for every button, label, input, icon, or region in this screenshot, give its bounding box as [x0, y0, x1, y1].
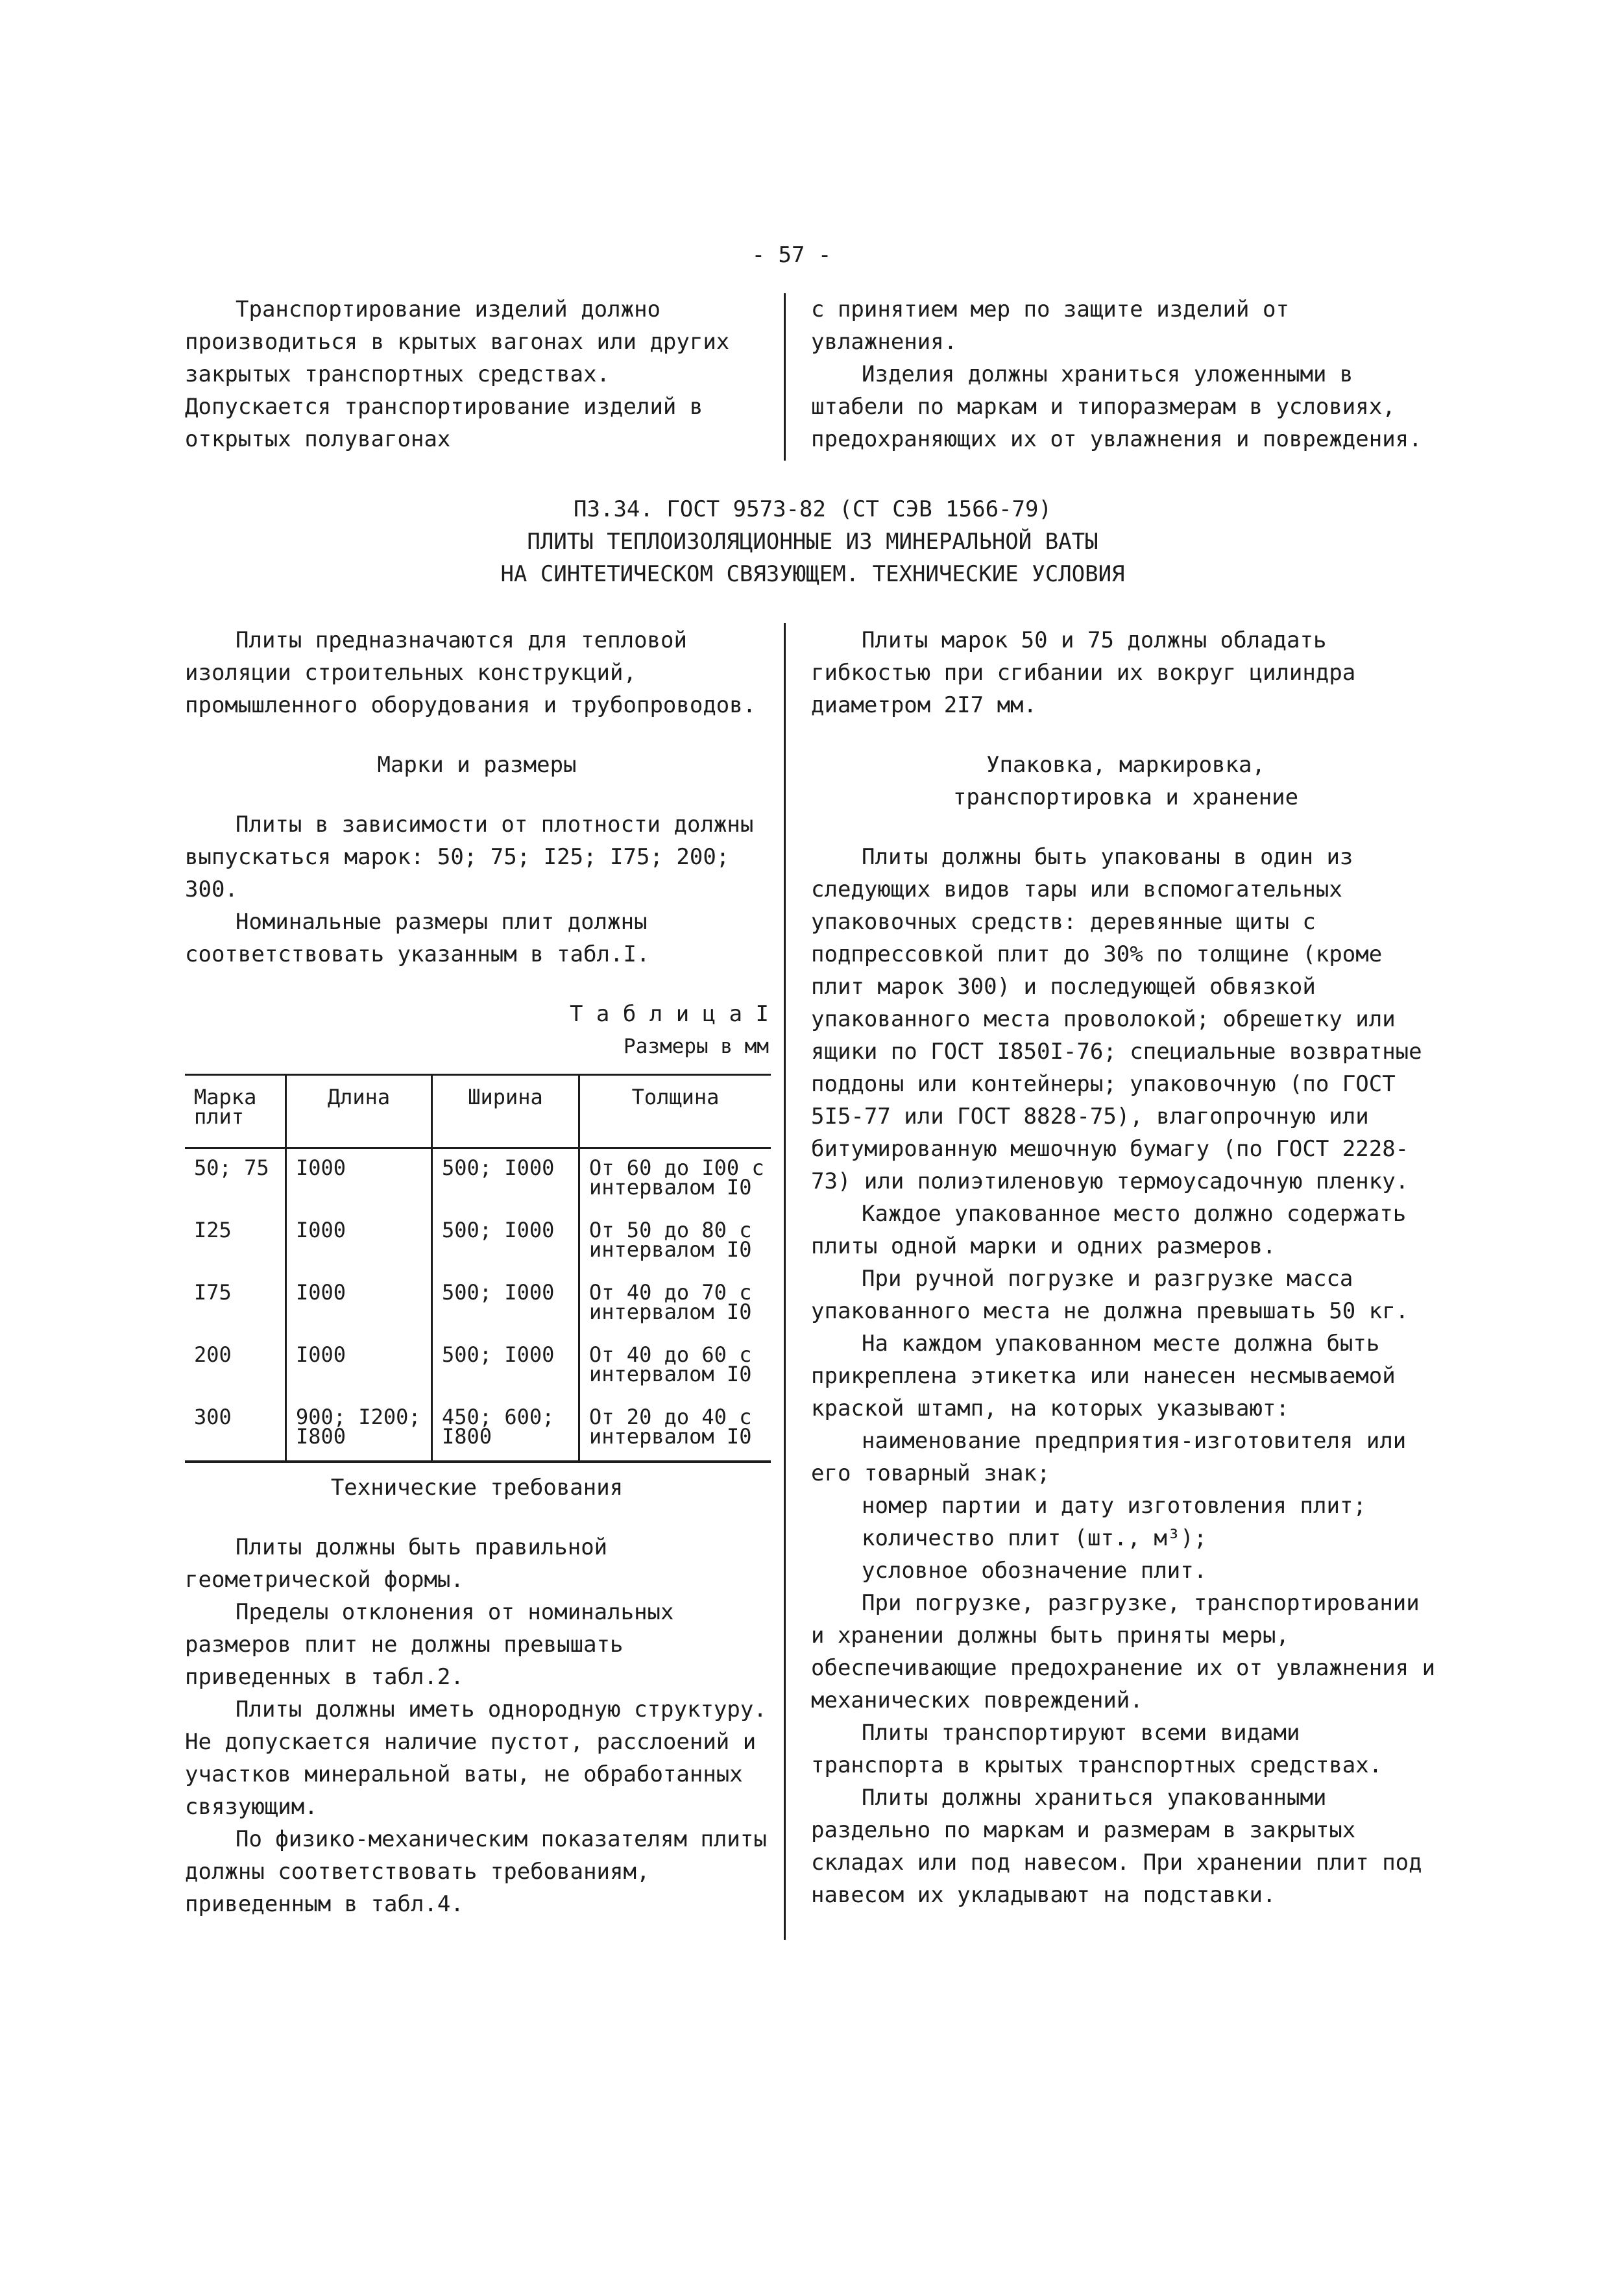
top-left-paragraph: Транспортирование изделий должно производиться в крытых вагонах или других закрытых транспортных средствах. Допускается транспортирование изделий в открытых полувагонах: [185, 296, 730, 452]
cell-width: 500; I000: [432, 1211, 579, 1274]
tech-paragraph-4: По физико-механическим показателям плиты должны соответствовать требованиям, приведенным в табл.4.: [185, 1826, 767, 1917]
cell-width: 500; I000: [432, 1336, 579, 1398]
table-caption: Т а б л и ц а I: [569, 1001, 769, 1027]
table-row: [185, 1398, 771, 1462]
packaging-heading-line-2: транспортировка и хранение: [952, 784, 1299, 810]
left-column: [185, 624, 769, 971]
title-line-2: ПЛИТЫ ТЕПЛОИЗОЛЯЦИОННЫЕ ИЗ МИНЕРАЛЬНОЙ ВАТЫ: [527, 529, 1098, 555]
page-number: - 57 -: [751, 242, 832, 268]
header-mark: Марка плит: [185, 1075, 286, 1148]
table-units: Размеры в мм: [624, 1035, 769, 1058]
cell-length: I000: [286, 1336, 432, 1398]
cell-width: 500; I000: [432, 1274, 579, 1336]
title-line-3: НА СИНТЕТИЧЕСКОМ СВЯЗУЮЩЕМ. ТЕХНИЧЕСКИЕ УСЛОВИЯ: [500, 561, 1125, 587]
section-title: [185, 493, 1440, 590]
label-item-1: наименование предприятия-изготовителя или его товарный знак;: [811, 1428, 1407, 1486]
sizes-table: [185, 1074, 771, 1463]
cell-width: 500; I000: [432, 1148, 579, 1212]
cell-thickness: От 20 до 40 с интервалом I0: [579, 1398, 771, 1462]
cell-thickness: От 40 до 60 с интервалом I0: [579, 1336, 771, 1398]
top-right-column: [811, 293, 1440, 455]
cell-length: 900; I200; I800: [286, 1398, 432, 1462]
top-column-divider: [784, 293, 786, 461]
tech-paragraph-1: Плиты должны быть правильной геометрической формы.: [185, 1534, 608, 1593]
handling-paragraph: При погрузке, разгрузке, транспортировании и хранении должны быть приняты меры, обеспечивающие предохранение их от увлажнения и механических повреждений.: [811, 1590, 1436, 1713]
main-column-divider: [784, 623, 786, 1940]
cell-mark: 300: [185, 1398, 286, 1462]
tech-paragraph-2: Пределы отклонения от номинальных размеров плит не должны превышать приведенных в табл.2.: [185, 1599, 674, 1690]
table-row: [185, 1274, 771, 1336]
title-line-1: ПЗ.34. ГОСТ 9573-82 (СТ СЭВ 1566-79): [574, 496, 1052, 522]
top-right-continuation: с принятием мер по защите изделий от увлажнения.: [811, 296, 1289, 355]
table-row: [185, 1148, 771, 1212]
cell-length: I000: [286, 1148, 432, 1212]
top-right-paragraph: Изделия должны храниться уложенными в штабели по маркам и типоразмерам в условиях, предохраняющих их от увлажнения и повреждения.: [811, 361, 1422, 452]
left-column-lower: [185, 1471, 769, 1920]
flex-paragraph: Плиты марок 50 и 75 должны обладать гибкостью при сгибании их вокруг цилиндра диаметром 2I7 мм.: [811, 627, 1356, 718]
cell-mark: 50; 75: [194, 1155, 269, 1180]
table-row: [185, 1336, 771, 1398]
table-row: [185, 1211, 771, 1274]
header-width: Ширина: [432, 1075, 579, 1148]
storage-paragraph: Плиты должны храниться упакованными раздельно по маркам и размерам в закрытых складах или под навесом. При хранении плит под навесом их укладывают на подставки.: [811, 1785, 1422, 1908]
tech-heading: Технические требования: [330, 1475, 624, 1501]
label-item-3: количество плит (шт., м³);: [862, 1525, 1207, 1551]
header-length: Длина: [286, 1075, 432, 1148]
marks-heading: Марки и размеры: [377, 752, 577, 778]
cell-width: 450; 600; I800: [432, 1398, 579, 1462]
package-content-paragraph: Каждое упакованное место должно содержать плиты одной марки и одних размеров.: [811, 1201, 1407, 1259]
cell-mark: I25: [194, 1218, 232, 1242]
cell-thickness: От 50 до 80 с интервалом I0: [579, 1211, 771, 1274]
label-item-4: условное обозначение плит.: [862, 1558, 1207, 1584]
marks-paragraph: Плиты в зависимости от плотности должны выпускаться марок: 50; 75; I25; I75; 200; 300.: [185, 812, 754, 902]
table-header-row: [185, 1075, 771, 1148]
cell-length: I000: [286, 1211, 432, 1274]
package-mass-paragraph: При ручной погрузке и разгрузке масса упакованного места не должна превышать 50 кг.: [811, 1266, 1409, 1324]
right-column: [811, 624, 1440, 1911]
packaging-heading-line-1: Упаковка, маркировка,: [986, 752, 1265, 778]
cell-thickness: От 40 до 70 с интервалом I0: [579, 1274, 771, 1336]
cell-mark: I75: [194, 1280, 232, 1305]
cell-thickness: От 60 до I00 с интервалом I0: [579, 1148, 771, 1212]
top-left-column: [185, 293, 756, 455]
label-item-2: номер партии и дату изготовления плит;: [862, 1493, 1366, 1519]
intro-paragraph: Плиты предназначаются для тепловой изоляции строительных конструкций, промышленного оборудования и трубопроводов.: [185, 627, 757, 718]
cell-mark: 200: [194, 1342, 232, 1367]
transport-paragraph: Плиты транспортируют всеми видами транспорта в крытых транспортных средствах.: [811, 1720, 1383, 1778]
label-paragraph: На каждом упакованном месте должна быть прикреплена этикетка или нанесен несмываемой краской штамп, на которых указывают:: [811, 1331, 1396, 1421]
packaging-paragraph: Плиты должны быть упакованы в один из следующих видов тары или вспомогательных упаковочных средств: деревянные щиты с подпрессовкой плит до 30% по толщине (кроме плит марок 300) и последующей обвязкой упакованного места проволокой; обрешетку или ящики по ГОСТ I850I-76; специальные возвратные поддоны или контейнеры; упаковочную (по ГОСТ 5I5-77 или ГОСТ 8828-75), влагопрочную или битумированную мешочную бумагу (по ГОСТ 2228-73) или полиэтиленовую термоусадочную пленку.: [811, 844, 1422, 1194]
header-thickness: Толщина: [579, 1075, 771, 1148]
sizes-paragraph: Номинальные размеры плит должны соответствовать указанным в табл.I.: [185, 909, 650, 967]
cell-length: I000: [286, 1274, 432, 1336]
tech-paragraph-3: Плиты должны иметь однородную структуру. Не допускается наличие пустот, расслоений и участков минеральной ваты, не обработанных связующим.: [185, 1697, 767, 1820]
